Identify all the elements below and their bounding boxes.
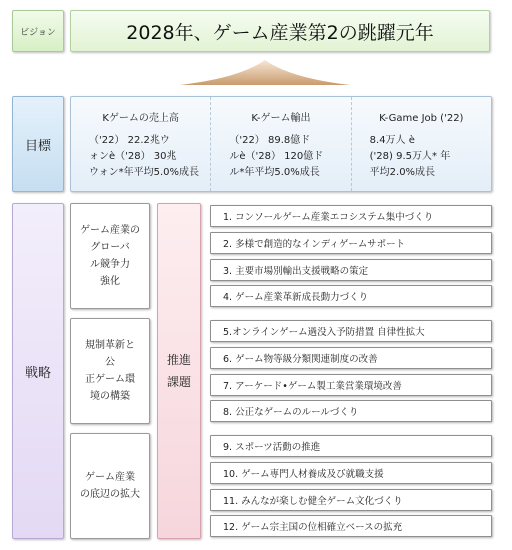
goal-line: ウォン*年平均5.0%成長 xyxy=(89,167,200,178)
vision-title: 2028年、ゲーム産業第2の跳躍元年 xyxy=(70,10,490,52)
strategy-group-regulation xyxy=(70,318,150,424)
task-item-1: 1. コンソールゲーム産業エコシステム集中づくり xyxy=(210,205,492,227)
task-label-line: 課題 xyxy=(166,375,191,389)
task-item-12: 12. ゲーム宗主国の位相確立ベースの拡充 xyxy=(210,515,492,537)
group-line: 境の構築 xyxy=(90,391,130,402)
goal-line: ォンè（'28） 30兆 xyxy=(89,151,177,162)
strategy-label: 戦略 xyxy=(12,203,64,539)
goal-line: ル*年平均5.0%成長 xyxy=(229,167,320,178)
group-line: 正ゲーム環 xyxy=(85,374,135,385)
group-line: の底辺の拡大 xyxy=(80,489,140,500)
goal-export xyxy=(211,97,351,191)
group-line: ゲーム産業の xyxy=(80,225,140,236)
group-line: ル競争力 xyxy=(90,259,130,270)
goal-heading: K-ゲーム輸出 xyxy=(251,113,311,124)
goal-line: （'22） 22.2兆ウ xyxy=(89,135,170,146)
goal-jobs xyxy=(352,97,491,191)
goal-panel xyxy=(70,96,492,192)
goal-heading: K-Game Job ('22) xyxy=(379,113,464,124)
goal-line: 平均2.0%成長 xyxy=(369,167,436,178)
goal-line: ルè（'28） 120億ド xyxy=(229,151,324,162)
group-line: グローバ xyxy=(90,242,130,253)
task-label xyxy=(157,203,201,539)
goal-label: 目標 xyxy=(12,96,64,192)
group-line: ゲーム産業 xyxy=(85,472,135,483)
goal-line: （'22） 89.8億ド xyxy=(229,135,311,146)
task-item-4: 4. ゲーム産業革新成長動力づくり xyxy=(210,285,492,307)
task-item-10: 10. ゲーム専門人材養成及び就職支援 xyxy=(210,462,492,484)
strategy-group-global xyxy=(70,203,150,309)
group-line: 規制革新と xyxy=(85,340,135,351)
task-item-9: 9. スポーツ活動の推進 xyxy=(210,435,492,457)
task-item-6: 6. ゲーム物等級分類関連制度の改善 xyxy=(210,347,492,369)
task-label-line: 推進 xyxy=(166,353,191,367)
task-item-7: 7. アーケード•ゲーム製工業営業環境改善 xyxy=(210,374,492,396)
task-item-2: 2. 多様で創造的なインディゲームサポート xyxy=(210,232,492,254)
goal-heading: Kゲームの売上高 xyxy=(102,113,179,124)
group-line: 公 xyxy=(105,357,115,368)
task-item-8: 8. 公正なゲームのルールづくり xyxy=(210,400,492,422)
task-item-11: 11. みんなが楽しむ健全ゲーム文化づくり xyxy=(210,489,492,511)
group-line: 強化 xyxy=(100,276,120,287)
up-arrow-icon xyxy=(180,58,350,86)
strategy-group-base xyxy=(70,433,150,539)
task-item-3: 3. 主要市場別輸出支援戦略の策定 xyxy=(210,259,492,281)
goal-line: 8.4万人 è xyxy=(369,135,415,146)
vision-label: ビジョン xyxy=(12,10,64,52)
goal-line: ('28) 9.5万人* 年 xyxy=(369,151,451,162)
task-item-5: 5.オンラインゲーム過没入予防措置 自律性拡大 xyxy=(210,320,492,342)
goal-sales xyxy=(71,97,211,191)
